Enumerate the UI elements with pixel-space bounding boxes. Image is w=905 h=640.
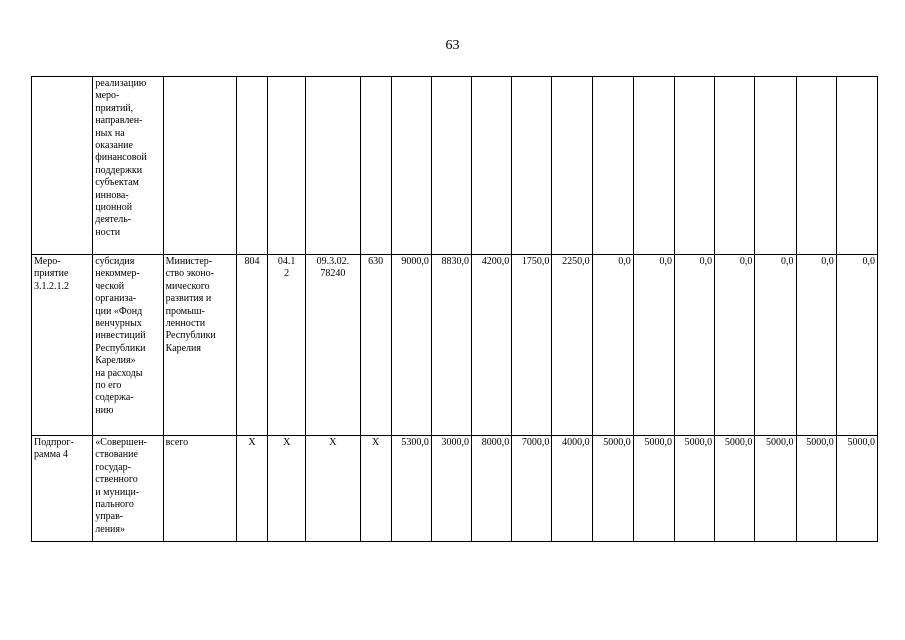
value-cell (836, 77, 877, 255)
value-cell: 5000,0 (633, 436, 674, 542)
value-cell (796, 77, 836, 255)
value-cell (755, 77, 796, 255)
value-cell: 0,0 (836, 255, 877, 436)
row-name-cell: «Совершен- ствование государ- ственного и муници- пального управ- ления» (93, 436, 163, 542)
value-cell: 0,0 (715, 255, 755, 436)
value-cell: 5000,0 (674, 436, 714, 542)
value-cell: 5300,0 (391, 436, 431, 542)
vr-cell (360, 77, 391, 255)
value-cell: 8000,0 (472, 436, 512, 542)
value-cell: 9000,0 (391, 255, 431, 436)
csr-cell: Х (306, 436, 360, 542)
table-row (32, 77, 878, 255)
csr-cell (306, 77, 360, 255)
value-cell: 5000,0 (592, 436, 633, 542)
value-cell (633, 77, 674, 255)
grbs-cell: Х (236, 436, 267, 542)
value-cell: 4000,0 (552, 436, 592, 542)
row-code-cell: Меро- приятие 3.1.2.1.2 (32, 255, 93, 436)
value-cell: 4200,0 (472, 255, 512, 436)
value-cell (674, 77, 714, 255)
value-cell (592, 77, 633, 255)
value-cell (715, 77, 755, 255)
value-cell (391, 77, 431, 255)
value-cell: 2250,0 (552, 255, 592, 436)
row-name-cell: реализацию меро- приятий, направлен- ных на оказание финансовой поддержки субъектам иннова- ционной деятель- ности (93, 77, 163, 255)
value-cell: 7000,0 (512, 436, 552, 542)
value-cell: 3000,0 (431, 436, 471, 542)
value-cell: 5000,0 (715, 436, 755, 542)
value-cell (472, 77, 512, 255)
rzpr-cell (268, 77, 306, 255)
row-executor-cell (163, 77, 236, 255)
value-cell (512, 77, 552, 255)
value-cell (431, 77, 471, 255)
vr-cell: Х (360, 436, 391, 542)
vr-cell: 630 (360, 255, 391, 436)
value-cell (552, 77, 592, 255)
rzpr-cell: 04.1 2 (268, 255, 306, 436)
row-executor-cell: Министер- ство эконо- мического развития и промыш- ленности Республики Карелия (163, 255, 236, 436)
value-cell: 0,0 (674, 255, 714, 436)
value-cell: 0,0 (755, 255, 796, 436)
value-cell: 0,0 (796, 255, 836, 436)
table-row (32, 436, 878, 542)
row-name-cell: субсидия некоммер- ческой организа- ции «Фонд венчурных инвестиций Республики Карелия» на расходы по его содержа- нию (93, 255, 163, 436)
value-cell: 0,0 (592, 255, 633, 436)
row-code-cell: Подпрог- рамма 4 (32, 436, 93, 542)
value-cell: 1750,0 (512, 255, 552, 436)
table-row (32, 255, 878, 436)
value-cell: 5000,0 (755, 436, 796, 542)
row-code-cell (32, 77, 93, 255)
value-cell: 5000,0 (796, 436, 836, 542)
rzpr-cell: Х (268, 436, 306, 542)
csr-cell: 09.3.02. 78240 (306, 255, 360, 436)
value-cell: 5000,0 (836, 436, 877, 542)
value-cell: 0,0 (633, 255, 674, 436)
budget-table (31, 76, 878, 542)
row-executor-cell: всего (163, 436, 236, 542)
page-number: 63 (445, 38, 460, 53)
value-cell: 8830,0 (431, 255, 471, 436)
grbs-cell (236, 77, 267, 255)
grbs-cell: 804 (236, 255, 267, 436)
